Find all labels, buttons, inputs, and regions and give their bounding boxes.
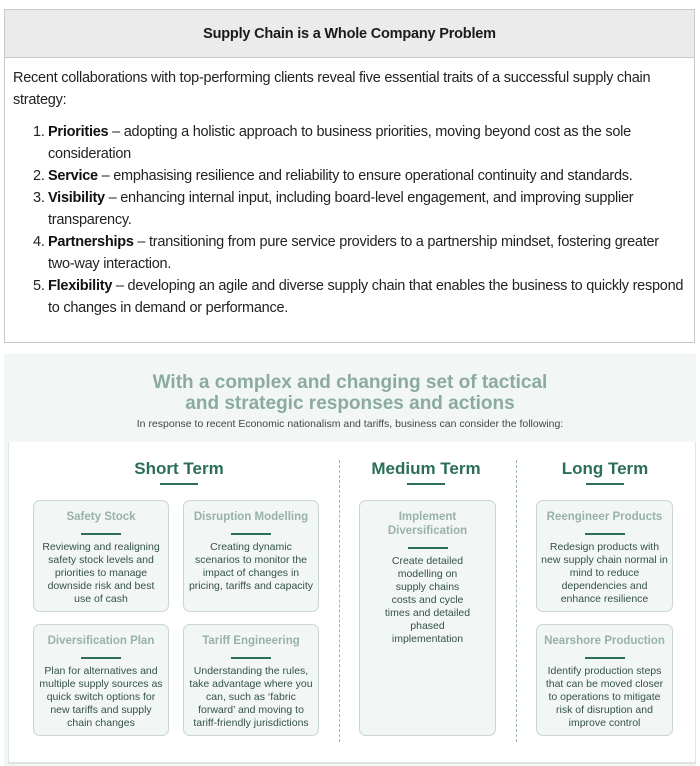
card-text: Creating dynamic scenarios to monitor the impact of changes in pricing, tariffs and capacity: [188, 541, 314, 592]
info-table-title: Supply Chain is a Whole Company Problem: [203, 25, 496, 42]
trait-item-partnerships: [33, 231, 686, 275]
info-table-body: [5, 58, 694, 319]
trait-description: – emphasising resilience and reliability to ensure operational continuity and standards.: [97, 168, 633, 184]
infographic-title: [4, 372, 696, 414]
card-safety-stock: [33, 500, 169, 612]
card-title: Nearshore Production: [544, 635, 665, 647]
info-table-header: [5, 10, 694, 58]
trait-item-priorities: [33, 121, 686, 165]
trait-name: Service: [48, 168, 98, 184]
long-term-heading: Long Term: [561, 459, 649, 478]
infographic-title-line-2: and strategic responses and actions: [185, 393, 515, 414]
card-title: Diversification Plan: [47, 635, 155, 647]
trait-description: – enhancing internal input, including board-level engagement, and improving supplier transparency.: [48, 190, 634, 228]
trait-number: 5.: [33, 278, 45, 294]
terms-panel: [8, 442, 696, 764]
medium-term-heading: Medium Term: [371, 459, 481, 478]
card-disruption-modelling: [183, 500, 319, 612]
term-divider-1: [339, 460, 340, 742]
trait-item-flexibility: [33, 275, 686, 319]
trait-description: – transitioning from pure service providers to a partnership mindset, fostering greater two-way interaction.: [48, 234, 659, 272]
trait-number: 2.: [33, 168, 45, 184]
infographic-title-line-1: With a complex and changing set of tactical: [152, 372, 548, 393]
medium-term-underline: [407, 483, 445, 485]
card-text: Redesign products with new supply chain normal in mind to reduce dependencies and enhance resilience: [541, 541, 668, 605]
trait-name: Flexibility: [48, 278, 113, 294]
card-title: Safety Stock: [66, 511, 136, 523]
card-title: Disruption Modelling: [193, 511, 309, 523]
long-term-underline: [586, 483, 624, 485]
card-title: Reengineer Products: [546, 511, 663, 523]
trait-name: Visibility: [48, 190, 105, 206]
card-text: Reviewing and realigning safety stock levels and priorities to manage downside risk and best use of cash: [42, 541, 160, 605]
trait-number: 3.: [33, 190, 45, 206]
card-implement-diversification: [359, 500, 496, 736]
trait-description: – developing an agile and diverse supply chain that enables the business to quickly respond to changes in demand or performance.: [48, 278, 684, 316]
card-reengineer-products: [536, 500, 673, 612]
card-underline: [585, 657, 625, 659]
card-underline: [585, 533, 625, 535]
card-underline: [81, 533, 121, 535]
trait-number: 4.: [33, 234, 45, 250]
card-underline: [231, 657, 271, 659]
intro-text: Recent collaborations with top-performing clients reveal five essential traits of a successful supply chain strategy:: [13, 70, 651, 108]
card-text: Plan for alternatives and multiple supply sources as quick switch options for new tariffs and supply chain changes: [39, 665, 163, 729]
card-underline: [231, 533, 271, 535]
infographic-subtitle: In response to recent Economic nationalism and tariffs, business can consider the following:: [136, 418, 564, 430]
trait-name: Priorities: [48, 124, 109, 140]
card-underline: [81, 657, 121, 659]
trait-item-service: [33, 165, 686, 187]
card-tariff-engineering: [183, 624, 319, 736]
short-term-underline: [160, 483, 198, 485]
trait-description: – adopting a holistic approach to business priorities, moving beyond cost as the sole consideration: [48, 124, 631, 162]
card-title: Implement Diversification: [387, 511, 468, 537]
card-text: Understanding the rules, take advantage where you can, such as ‘fabric forward’ and moving to tariff-friendly jurisdictions: [189, 665, 313, 729]
trait-item-visibility: [33, 187, 686, 231]
trait-name: Partnerships: [48, 234, 134, 250]
card-underline: [408, 547, 448, 549]
traits-list: [13, 121, 686, 319]
card-text: Identify production steps that can be moved closer to operations to mitigate risk of disruption and improve control: [545, 665, 664, 729]
supply-chain-info-table: [4, 9, 695, 343]
card-title: Tariff Engineering: [202, 635, 300, 647]
card-text: Create detailed modelling on supply chains costs and cycle times and detailed phased implementation: [384, 555, 471, 645]
card-diversification-plan: [33, 624, 169, 736]
responses-infographic: [4, 354, 696, 766]
trait-number: 1.: [33, 124, 45, 140]
short-term-heading: Short Term: [134, 459, 224, 478]
term-divider-2: [516, 460, 517, 742]
card-nearshore-production: [536, 624, 673, 736]
